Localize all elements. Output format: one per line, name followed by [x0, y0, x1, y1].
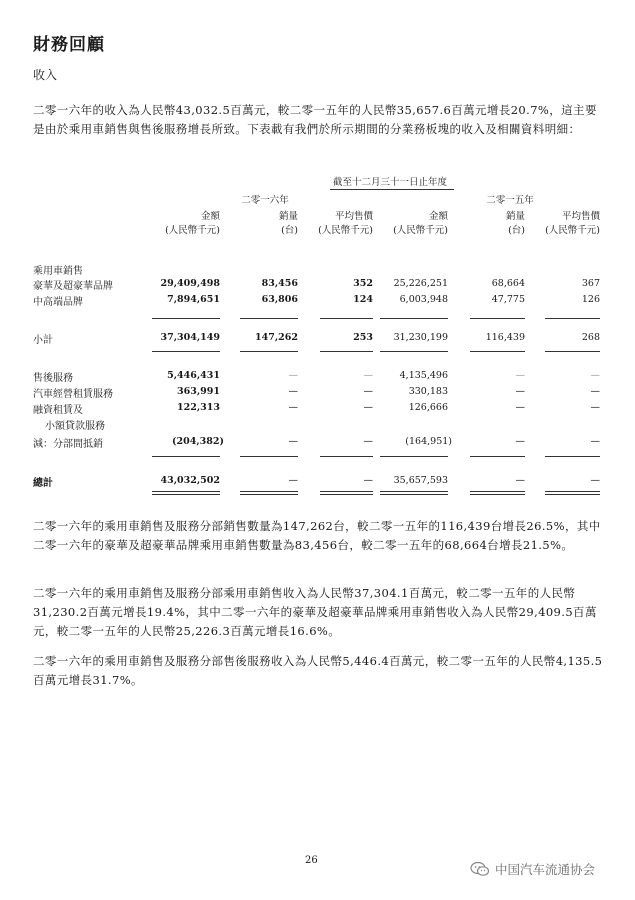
- cell-volume-2015: —: [515, 402, 525, 413]
- cell-amount-2016: 363,991: [177, 386, 220, 397]
- row-label: 豪華及超豪華品牌: [33, 281, 113, 292]
- car-sales-revenue-paragraph: 二零一六年的乘用車銷售及服務分部乘用車銷售收入為人民幣37,304.1百萬元，較二零一五年的人民幣31,230.2百萬元增長19.4%，其中二零一六年的豪華及超豪華品牌乘用車銷售收入為人民幣29,409.5百萬元，較二零一五年的人民幣25,226.3百萬元增長16.6%。: [33, 586, 597, 638]
- col-volume-2016: 銷量: [278, 211, 298, 222]
- cell-volume-2016: —: [288, 386, 298, 397]
- rule: [320, 351, 373, 352]
- cell-volume-2015: —: [515, 386, 525, 397]
- rule: [240, 318, 298, 319]
- rule: [320, 491, 373, 492]
- row-label: 減：分部間抵銷: [33, 439, 103, 450]
- row-label: 中高端品牌: [33, 297, 83, 308]
- rule: [380, 491, 448, 492]
- rule: [470, 456, 525, 457]
- watermark-text: 中国汽车流通协会: [495, 862, 596, 877]
- cell-avgprice-2015: —: [590, 370, 600, 381]
- aftersales-revenue-paragraph: 二零一六年的乘用車銷售及服務分部售後服務收入為人民幣5,446.4百萬元，較二零一五年的人民幣4,135.5百萬元增長31.7%。: [33, 654, 603, 687]
- unit-amount-2015: (人民幣千元): [393, 225, 448, 236]
- cell-amount-2016: 5,446,431: [167, 370, 220, 381]
- cell-amount-2016: 7,894,651: [167, 294, 220, 305]
- cell-volume-2016: 83,456: [261, 278, 298, 289]
- period-header-rule: [330, 189, 454, 190]
- cell-avgprice-2016: —: [363, 475, 373, 486]
- section-title: 財務回顧: [33, 35, 105, 55]
- row-label-continued: 小額貸款服務: [45, 421, 105, 432]
- row-label: 小計: [33, 335, 53, 346]
- subsection-title: 收入: [33, 68, 58, 82]
- cell-volume-2015: —: [515, 370, 525, 381]
- row-label: 總計: [33, 478, 53, 489]
- cell-volume-2016: —: [288, 402, 298, 413]
- col-amount-2016: 金額: [200, 211, 220, 222]
- rule: [380, 351, 448, 352]
- cell-amount-2015: 4,135,496: [399, 370, 448, 381]
- rule: [470, 351, 525, 352]
- cell-amount-2016: 37,304,149: [160, 332, 220, 343]
- cell-avgprice-2015: —: [590, 386, 600, 397]
- cell-volume-2016: —: [288, 436, 298, 447]
- cell-avgprice-2015: —: [590, 475, 600, 486]
- rule: [152, 318, 220, 319]
- rule: [545, 318, 600, 319]
- rule: [380, 318, 448, 319]
- cell-volume-2015: 116,439: [485, 332, 525, 343]
- rule: [240, 491, 298, 492]
- rule: [152, 351, 220, 352]
- cell-avgprice-2015: 367: [581, 278, 600, 289]
- rule: [545, 456, 600, 457]
- intro-paragraph: 二零一六年的收入為人民幣43,032.5百萬元，較二零一五年的人民幣35,657.6百萬元增長20.7%，這主要是由於乘用車銷售與售後服務增長所致。下表載有我們於所示期間的分業務板塊的收入及相關資料明細：: [33, 103, 597, 136]
- rule: [470, 494, 525, 495]
- cell-amount-2015: 330,183: [408, 386, 448, 397]
- rule: [320, 494, 373, 495]
- unit-avgprice-2015: (人民幣千元): [545, 225, 600, 236]
- cell-volume-2015: 68,664: [491, 278, 525, 289]
- rule: [470, 318, 525, 319]
- rule: [152, 456, 220, 457]
- cell-volume-2016: 63,806: [261, 294, 298, 305]
- rule: [240, 456, 298, 457]
- cell-amount-2015: 25,226,251: [393, 278, 448, 289]
- cell-avgprice-2015: 268: [581, 332, 600, 343]
- col-volume-2015: 銷量: [505, 211, 525, 222]
- cell-amount-2016: (204,382): [172, 436, 224, 447]
- rule: [380, 456, 448, 457]
- cell-volume-2015: —: [515, 436, 525, 447]
- period-header: 截至十二月三十一日止年度: [332, 177, 447, 188]
- cell-avgprice-2016: 352: [353, 278, 373, 289]
- rule: [380, 494, 448, 495]
- cell-volume-2016: —: [288, 370, 298, 381]
- cell-amount-2015: (164,951): [405, 436, 452, 447]
- cell-volume-2016: 147,262: [255, 332, 298, 343]
- rule: [320, 456, 373, 457]
- cell-avgprice-2016: —: [363, 402, 373, 413]
- wechat-icon: [470, 861, 490, 877]
- cell-avgprice-2016: —: [363, 370, 373, 381]
- rule: [545, 491, 600, 492]
- rule: [240, 351, 298, 352]
- cell-avgprice-2016: —: [363, 436, 373, 447]
- unit-avgprice-2016: (人民幣千元): [318, 225, 373, 236]
- cell-avgprice-2016: 253: [353, 332, 373, 343]
- cell-volume-2015: —: [515, 475, 525, 486]
- year-2016-header: 二零一六年: [241, 195, 289, 206]
- year-2015-header: 二零一五年: [486, 195, 534, 206]
- col-amount-2015: 金額: [428, 211, 448, 222]
- row-label: 融資租賃及: [33, 405, 83, 416]
- unit-volume-2016: (台): [281, 225, 298, 236]
- rule: [320, 318, 373, 319]
- page-number: 26: [305, 855, 318, 866]
- cell-amount-2015: 6,003,948: [399, 294, 448, 305]
- rule: [152, 491, 220, 492]
- volume-paragraph: 二零一六年的乘用車銷售及服務分部銷售數量為147,262台，較二零一五年的116,439台增長26.5%，其中二零一六年的豪華及超豪華品牌乘用車銷售數量為83,456台，較二零一五年的68,664台增長21.5%。: [33, 519, 601, 552]
- cell-avgprice-2016: —: [363, 386, 373, 397]
- cell-amount-2016: 122,313: [177, 402, 220, 413]
- col-avgprice-2015: 平均售價: [561, 211, 600, 222]
- row-label: 汽車經營租賃服務: [33, 389, 113, 400]
- cell-avgprice-2015: —: [590, 436, 600, 447]
- cell-amount-2015: 35,657,593: [393, 475, 448, 486]
- rule: [470, 491, 525, 492]
- unit-volume-2015: (台): [508, 225, 525, 236]
- col-avgprice-2016: 平均售價: [334, 211, 373, 222]
- watermark: [470, 860, 595, 878]
- cell-avgprice-2015: —: [590, 402, 600, 413]
- rule: [545, 351, 600, 352]
- rule: [545, 494, 600, 495]
- cell-volume-2015: 47,775: [491, 294, 525, 305]
- unit-amount-2016: (人民幣千元): [165, 225, 220, 236]
- cell-amount-2015: 126,666: [408, 402, 448, 413]
- row-label: 售後服務: [33, 373, 73, 384]
- row-car-sales-label: 乘用車銷售: [33, 266, 83, 277]
- cell-avgprice-2015: 126: [581, 294, 600, 305]
- cell-amount-2015: 31,230,199: [393, 332, 448, 343]
- rule: [240, 494, 298, 495]
- cell-amount-2016: 43,032,502: [160, 475, 220, 486]
- cell-volume-2016: —: [288, 475, 298, 486]
- cell-avgprice-2016: 124: [353, 294, 373, 305]
- cell-amount-2016: 29,409,498: [160, 278, 220, 289]
- rule: [152, 494, 220, 495]
